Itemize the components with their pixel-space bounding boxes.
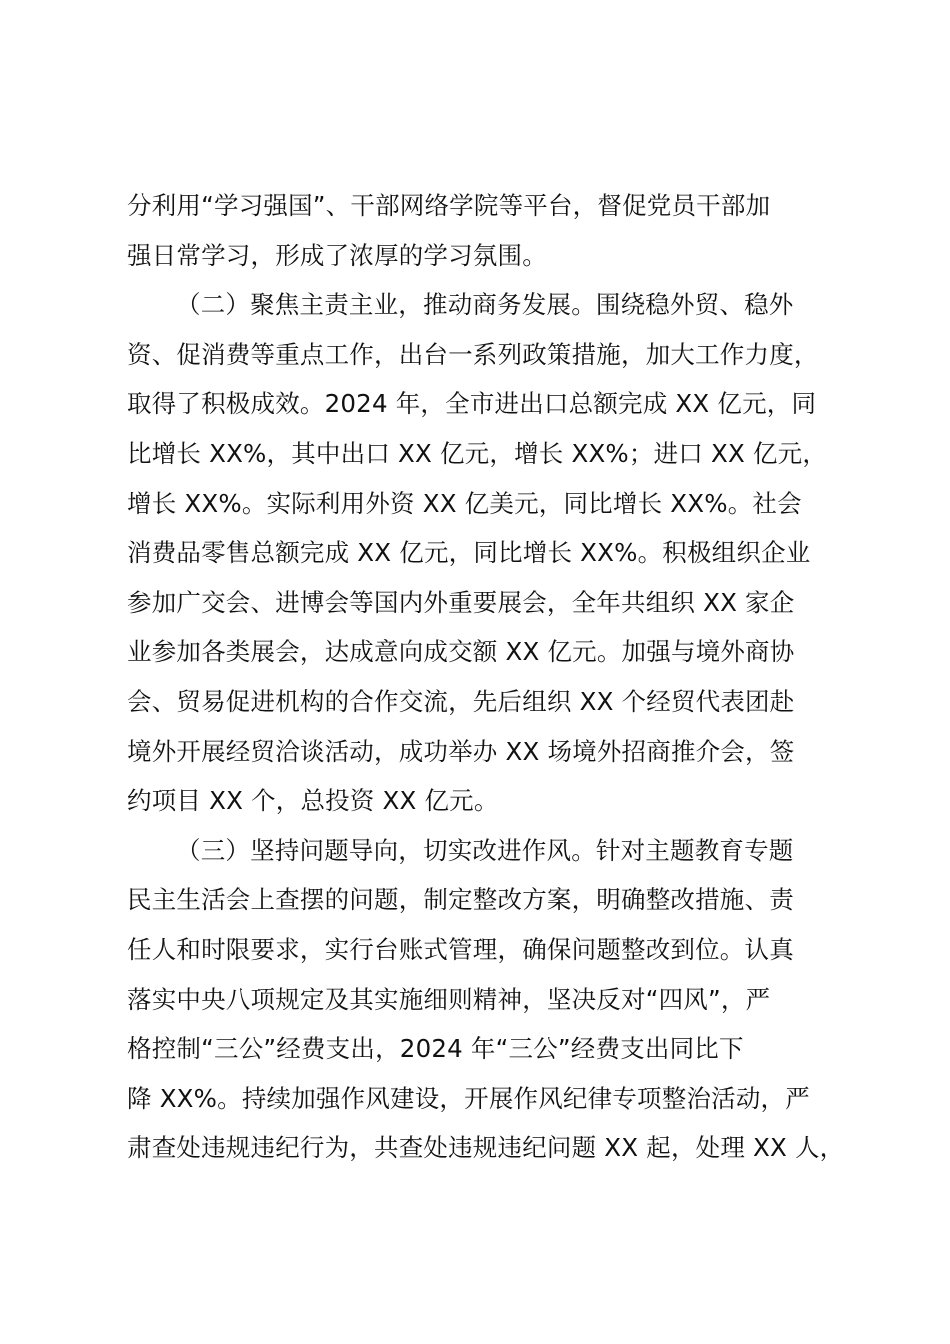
text-line: 资、促消费等重点工作，出台一系列政策措施，加大工作力度， bbox=[127, 339, 819, 369]
text-line: 参加广交会、进博会等国内外重要展会，全年共组织 XX 家企 bbox=[127, 587, 795, 617]
text-line: 取得了积极成效。2024 年，全市进出口总额完成 XX 亿元，同 bbox=[127, 389, 817, 419]
text-line: 任人和时限要求，实行台账式管理，确保问题整改到位。认真 bbox=[127, 934, 794, 964]
text-line: 约项目 XX 个，总投资 XX 亿元。 bbox=[127, 786, 499, 816]
text-line: 格控制“三公”经费支出，2024 年“三公”经费支出同比下 bbox=[127, 1034, 744, 1064]
paragraph-heading-3: （三）坚持问题导向，切实改进作风。针对主题教育专题 bbox=[176, 835, 794, 865]
text-line: 会、贸易促进机构的合作交流，先后组织 XX 个经贸代表团赴 bbox=[127, 686, 795, 716]
text-line: 强日常学习，形成了浓厚的学习氛围。 bbox=[127, 240, 547, 270]
paragraph-heading-2: （二）聚焦主责主业，推动商务发展。围绕稳外贸、稳外 bbox=[176, 290, 794, 320]
text-line: 境外开展经贸洽谈活动，成功举办 XX 场境外招商推介会，签 bbox=[127, 736, 795, 766]
text-line: 业参加各类展会，达成意向成交额 XX 亿元。加强与境外商协 bbox=[127, 637, 795, 667]
text-line: 消费品零售总额完成 XX 亿元，同比增长 XX%。积极组织企业 bbox=[127, 538, 811, 568]
text-line: 肃查处违规违纪行为，共查处违规违纪问题 XX 起，处理 XX 人， bbox=[127, 1133, 845, 1163]
text-line: 民主生活会上查摆的问题，制定整改方案，明确整改措施、责 bbox=[127, 885, 794, 915]
text-line: 比增长 XX%，其中出口 XX 亿元，增长 XX%；进口 XX 亿元， bbox=[127, 438, 828, 468]
document-body bbox=[127, 181, 857, 1173]
text-line: 增长 XX%。实际利用外资 XX 亿美元，同比增长 XX%。社会 bbox=[127, 488, 802, 518]
text-line: 分利用“学习强国”、干部网络学院等平台，督促党员干部加 bbox=[127, 191, 771, 220]
text-line: 落实中央八项规定及其实施细则精神，坚决反对“四风”，严 bbox=[127, 984, 771, 1014]
text-line: 降 XX%。持续加强作风建设，开展作风纪律专项整治活动，严 bbox=[127, 1083, 810, 1113]
